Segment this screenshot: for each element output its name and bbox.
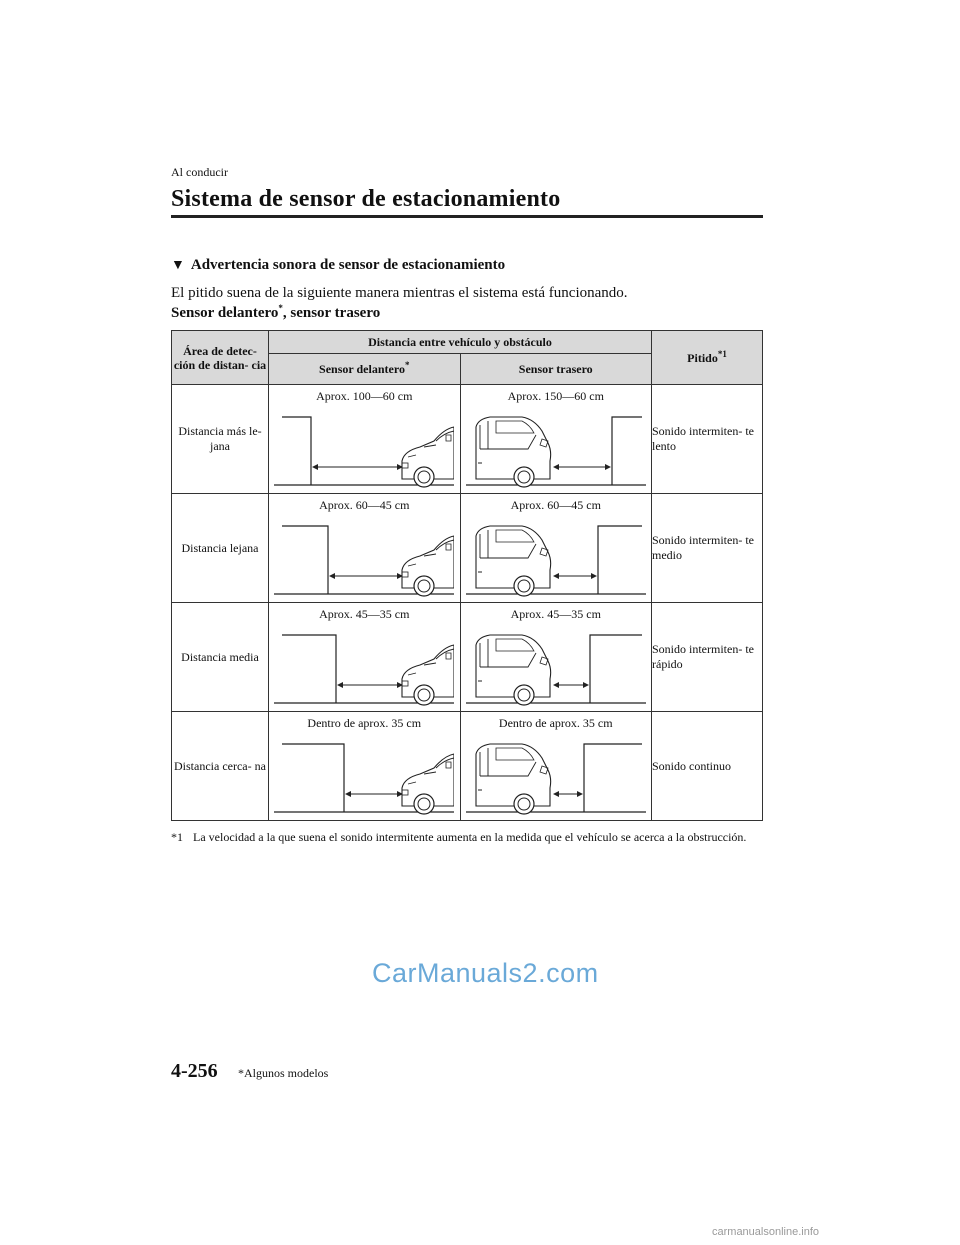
col-front-label: Sensor delantero <box>319 362 405 376</box>
rear-figure-cell <box>460 385 652 494</box>
table-row <box>172 603 763 712</box>
breadcrumb: Al conducir <box>171 165 228 179</box>
col-beep-mark: *1 <box>717 348 727 359</box>
row-beep: Sonido intermiten- te lento <box>652 385 763 494</box>
col-front-mark: * <box>404 360 410 370</box>
front-car-illustration <box>274 514 454 602</box>
front-car-illustration <box>274 732 454 820</box>
row-beep: Sonido intermiten- te medio <box>652 494 763 603</box>
rear-figure-cell <box>460 494 652 603</box>
col-beep-header <box>652 331 763 385</box>
sensor-table <box>171 330 763 821</box>
rear-car-illustration <box>466 732 646 820</box>
front-range: Aprox. 45—35 cm <box>319 606 410 621</box>
front-figure-cell <box>269 712 461 821</box>
triangle-down-icon: ▼ <box>171 258 185 273</box>
front-figure-cell <box>269 603 461 712</box>
footnote <box>171 829 763 846</box>
col-front-header <box>269 354 461 385</box>
footnote-mark: *1 <box>171 830 183 844</box>
rear-range: Dentro de aprox. 35 cm <box>498 715 613 730</box>
subhead-mark: * <box>278 303 283 313</box>
rear-car-illustration <box>466 623 646 711</box>
row-area: Distancia media <box>172 603 269 712</box>
header-rule <box>171 215 763 218</box>
subhead <box>171 305 380 322</box>
table-row <box>172 385 763 494</box>
row-area: Distancia más le- jana <box>172 385 269 494</box>
table-row <box>172 712 763 821</box>
col-rear-header: Sensor trasero <box>460 354 652 385</box>
col-distance-header: Distancia entre vehículo y obstáculo <box>269 331 652 354</box>
rear-range: Aprox. 150—60 cm <box>507 388 604 403</box>
rear-car-illustration <box>466 405 646 493</box>
rear-range: Aprox. 60—45 cm <box>510 497 601 512</box>
rear-range: Aprox. 45—35 cm <box>510 606 601 621</box>
front-figure-cell <box>269 385 461 494</box>
subhead-rest: , sensor trasero <box>282 305 381 321</box>
col-beep-label: Pitido <box>687 350 718 365</box>
front-range: Aprox. 60—45 cm <box>319 497 410 512</box>
models-note: *Algunos modelos <box>238 1066 329 1080</box>
front-car-illustration <box>274 623 454 711</box>
page-number: 4-256 <box>171 1060 218 1082</box>
section-heading <box>171 257 505 274</box>
rear-figure-cell <box>460 603 652 712</box>
section-heading-text: Advertencia sonora de sensor de estacionamiento <box>190 257 506 273</box>
rear-figure-cell <box>460 712 652 821</box>
col-area-header: Área de detec- ción de distan- cia <box>172 331 269 385</box>
intro-text: El pitido suena de la siguiente manera mientras el sistema está funcionando. <box>171 285 628 301</box>
watermark: CarManuals2.com <box>372 958 599 988</box>
rear-car-illustration <box>466 514 646 602</box>
front-range: Dentro de aprox. 35 cm <box>307 715 422 730</box>
source-url: carmanualsonline.info <box>712 1226 820 1238</box>
subhead-main: Sensor delantero <box>171 305 279 321</box>
page-title: Sistema de sensor de estacionamiento <box>171 186 561 212</box>
page-header <box>171 165 763 213</box>
row-area: Distancia cerca- na <box>172 712 269 821</box>
table-row <box>172 494 763 603</box>
front-figure-cell <box>269 494 461 603</box>
row-beep: Sonido continuo <box>652 712 763 821</box>
row-area: Distancia lejana <box>172 494 269 603</box>
footnote-text: La velocidad a la que suena el sonido intermitente aumenta en la medida que el vehículo se acerca a la obstrucción. <box>193 830 747 844</box>
row-beep: Sonido intermiten- te rápido <box>652 603 763 712</box>
front-range: Aprox. 100—60 cm <box>316 388 413 403</box>
front-car-illustration <box>274 405 454 493</box>
